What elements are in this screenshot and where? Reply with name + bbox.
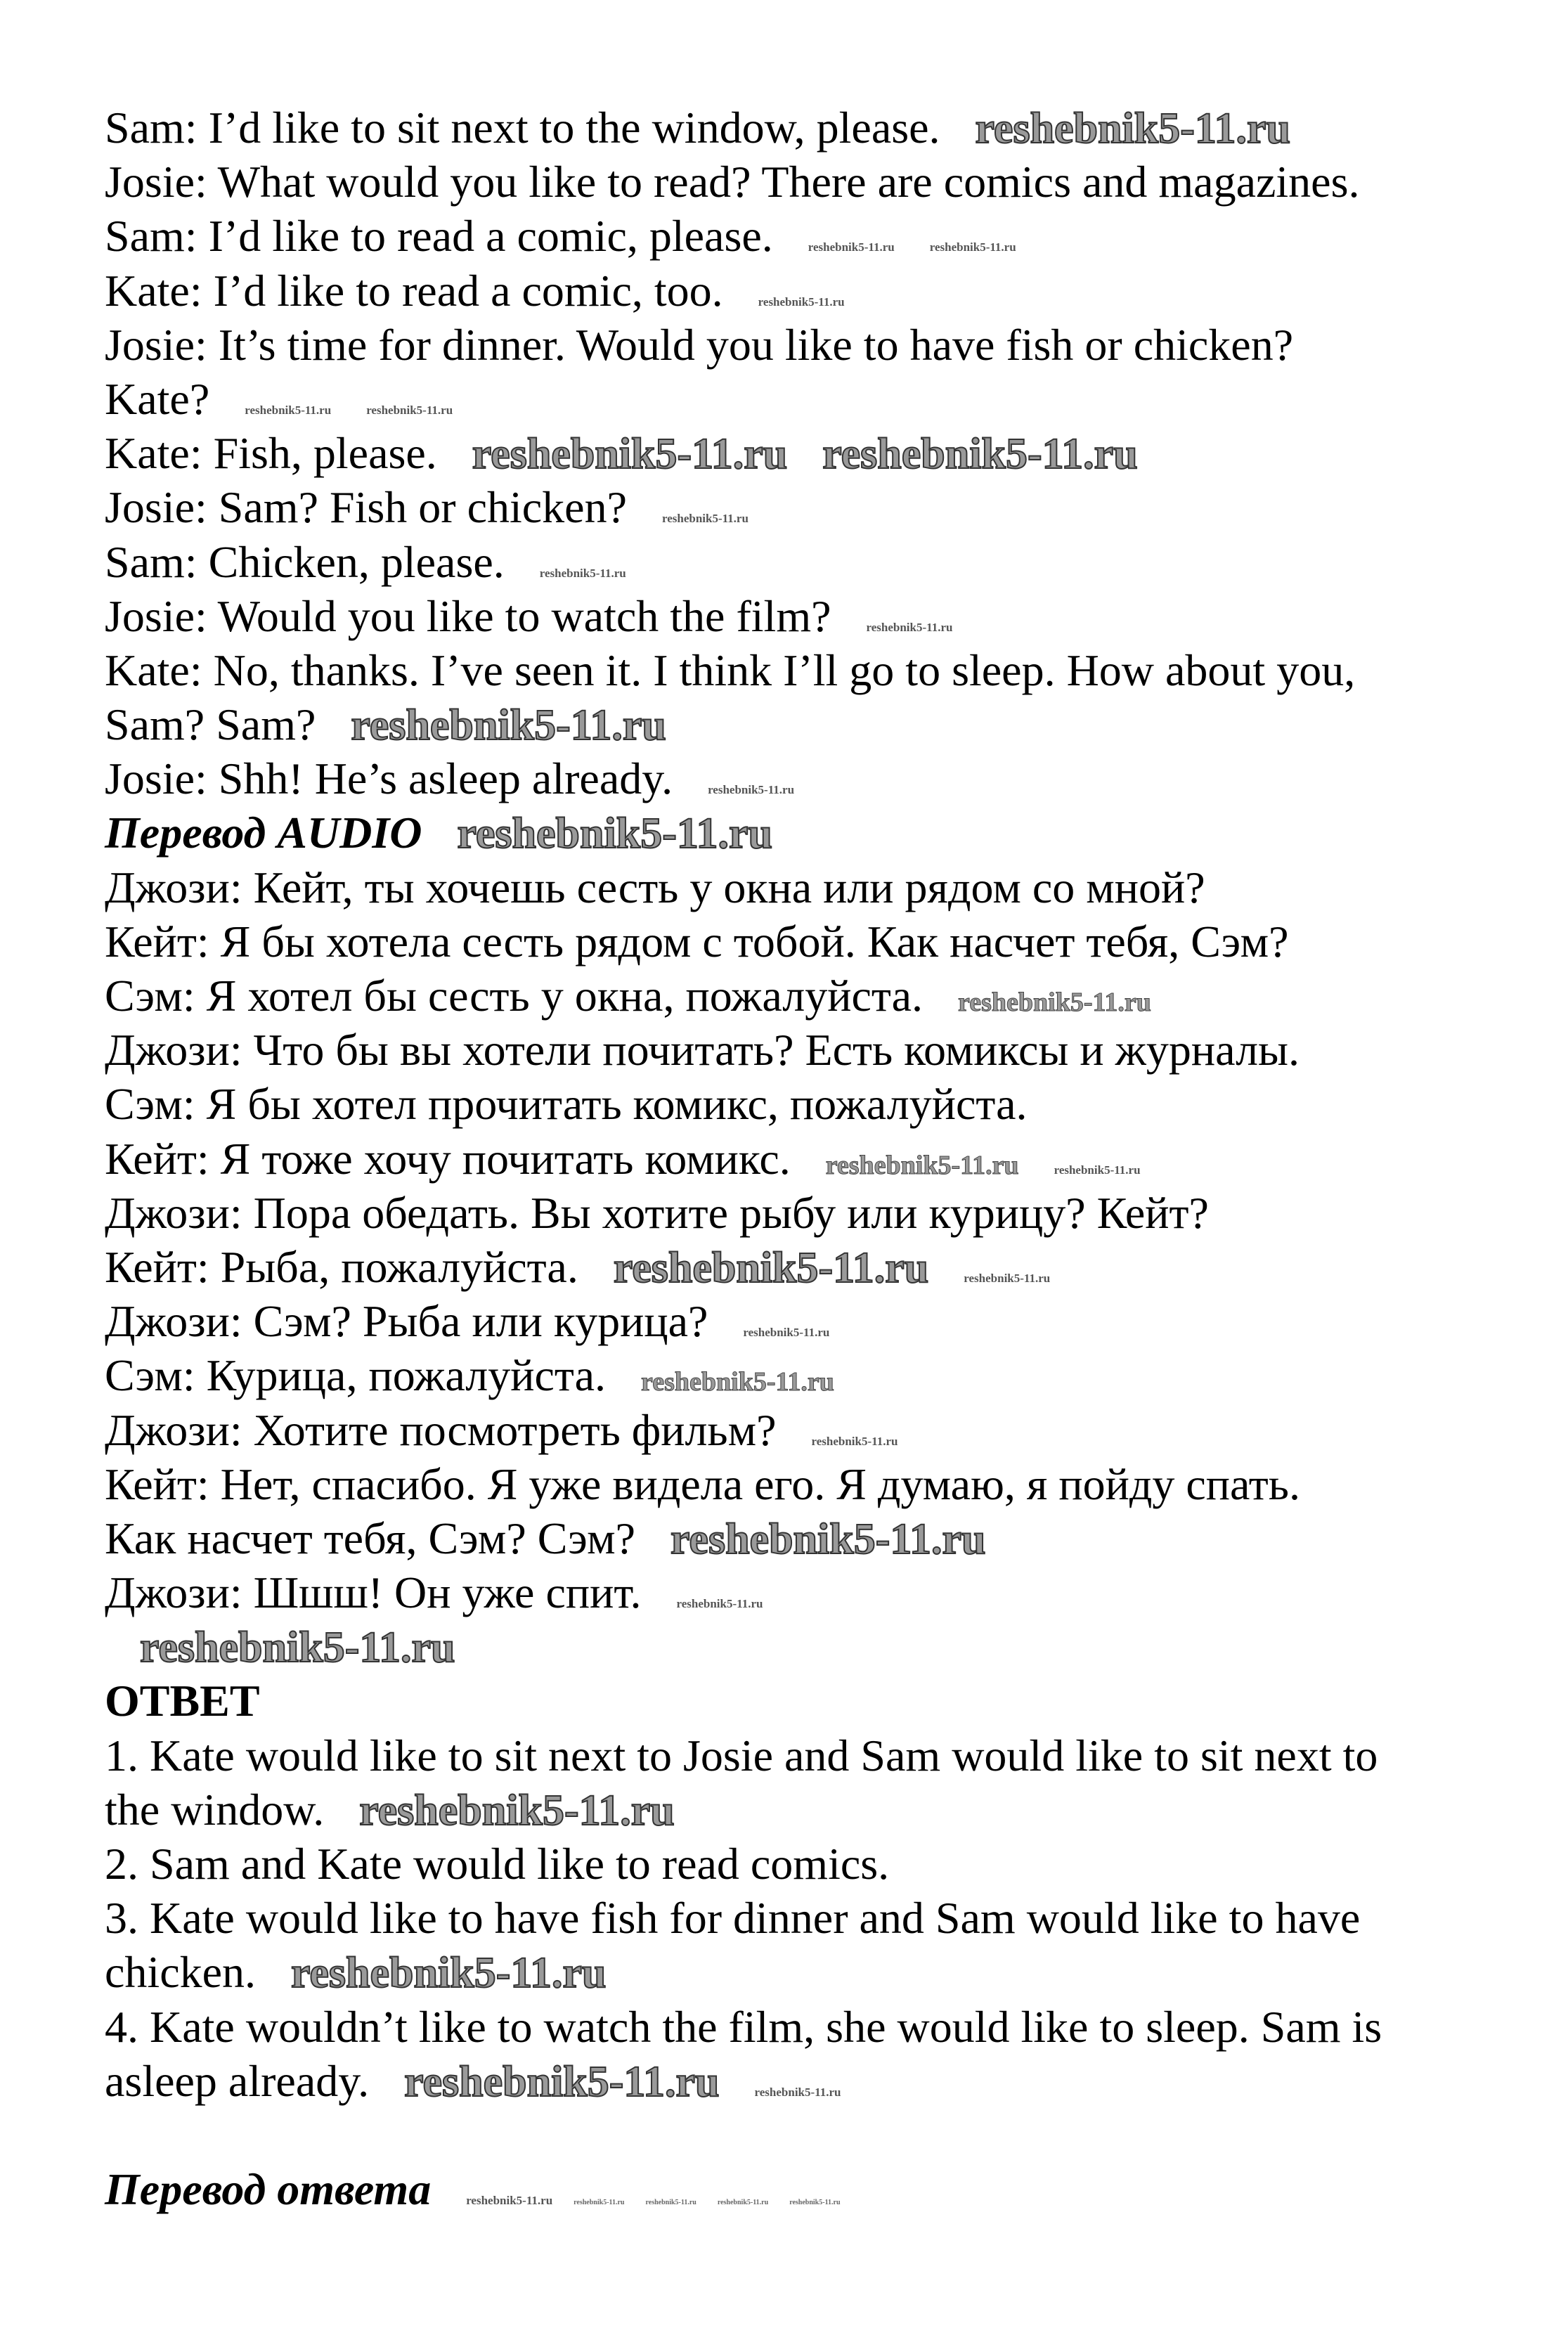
line-text: Перевод AUDIO bbox=[105, 808, 422, 858]
document-body bbox=[105, 101, 1553, 2216]
text-line bbox=[105, 318, 1553, 372]
watermark: reshebnik5-11.ru bbox=[789, 2199, 841, 2207]
text-line bbox=[105, 1783, 1553, 1837]
line-text: the window. bbox=[105, 1784, 325, 1835]
watermark: reshebnik5-11.ru bbox=[404, 2057, 720, 2106]
watermark: reshebnik5-11.ru bbox=[758, 295, 845, 309]
watermark: reshebnik5-11.ru bbox=[641, 1367, 834, 1397]
line-text: 3. Kate would like to have fish for dinner and Sam would like to have bbox=[105, 1893, 1361, 1944]
line-text: Sam: Chicken, please. bbox=[105, 536, 505, 587]
section-heading bbox=[105, 806, 1553, 860]
line-text: Джози: Кейт, ты хочешь сесть у окна или рядом со мной? bbox=[105, 862, 1205, 912]
text-line bbox=[105, 589, 1553, 643]
line-text: Кейт: Рыба, пожалуйста. bbox=[105, 1241, 578, 1292]
text-line bbox=[105, 209, 1553, 263]
watermark: reshebnik5-11.ru bbox=[958, 988, 1151, 1017]
watermark: reshebnik5-11.ru bbox=[676, 1597, 763, 1611]
line-text: Перевод ответа bbox=[105, 2164, 432, 2215]
line-text: 1. Kate would like to sit next to Josie and Sam would like to sit next to bbox=[105, 1730, 1378, 1780]
line-text: Josie: Shh! He’s asleep already. bbox=[105, 754, 673, 804]
line-text: Сэм: Я хотел бы сесть у окна, пожалуйста. bbox=[105, 971, 924, 1021]
watermark: reshebnik5-11.ru bbox=[929, 240, 1016, 254]
text-line bbox=[105, 1457, 1553, 1511]
text-line bbox=[105, 1511, 1553, 1565]
watermark: reshebnik5-11.ru bbox=[708, 783, 795, 797]
text-line bbox=[105, 697, 1553, 751]
watermark: reshebnik5-11.ru bbox=[670, 1515, 986, 1563]
text-line bbox=[105, 914, 1553, 969]
line-text: Sam: I’d like to read a comic, please. bbox=[105, 211, 773, 261]
text-line bbox=[105, 1891, 1553, 1945]
line-text: Kate? bbox=[105, 373, 210, 424]
line-text: Кейт: Я бы хотела сесть рядом с тобой. Как насчет тебя, Сэм? bbox=[105, 916, 1289, 966]
text-line bbox=[105, 1565, 1553, 1619]
line-text: Josie: What would you like to read? There are comics and magazines. bbox=[105, 157, 1360, 207]
watermark: reshebnik5-11.ru bbox=[825, 1150, 1019, 1180]
text-line bbox=[105, 969, 1553, 1023]
text-line bbox=[105, 535, 1553, 589]
watermark: reshebnik5-11.ru bbox=[717, 2199, 769, 2207]
line-text: 2. Sam and Kate would like to read comics. bbox=[105, 1839, 890, 1889]
text-line bbox=[105, 155, 1553, 209]
text-line bbox=[105, 101, 1553, 155]
line-text: Джози: Что бы вы хотели почитать? Есть комиксы и журналы. bbox=[105, 1025, 1300, 1075]
line-text: Джози: Пора обедать. Вы хотите рыбу или курицу? Кейт? bbox=[105, 1187, 1209, 1238]
text-line bbox=[105, 2054, 1553, 2108]
text-line bbox=[105, 751, 1553, 806]
text-line bbox=[105, 1837, 1553, 1891]
text-line bbox=[105, 1348, 1553, 1402]
text-line bbox=[105, 1077, 1553, 1131]
watermark: reshebnik5-11.ru bbox=[754, 2085, 841, 2099]
line-text: Josie: Sam? Fish or chicken? bbox=[105, 482, 627, 533]
text-line bbox=[105, 643, 1553, 697]
watermark: reshebnik5-11.ru bbox=[975, 105, 1290, 153]
watermark: reshebnik5-11.ru bbox=[291, 1949, 607, 1998]
text-line bbox=[105, 1294, 1553, 1348]
text-line bbox=[105, 1728, 1553, 1783]
line-text: asleep already. bbox=[105, 2055, 370, 2106]
watermark: reshebnik5-11.ru bbox=[351, 701, 666, 750]
text-line bbox=[105, 1403, 1553, 1457]
section-heading bbox=[105, 1674, 1553, 1728]
text-line bbox=[105, 1023, 1553, 1077]
watermark: reshebnik5-11.ru bbox=[574, 2199, 625, 2207]
text-line bbox=[105, 2108, 1553, 2162]
text-line bbox=[105, 2000, 1553, 2054]
line-text: Кейт: Я тоже хочу почитать комикс. bbox=[105, 1133, 791, 1184]
watermark: reshebnik5-11.ru bbox=[613, 1243, 929, 1292]
watermark: reshebnik5-11.ru bbox=[466, 2194, 553, 2208]
line-text: Sam: I’d like to sit next to the window, please. bbox=[105, 103, 940, 153]
line-text: Как насчет тебя, Сэм? Сэм? bbox=[105, 1513, 636, 1563]
line-text: Джози: Хотите посмотреть фильм? bbox=[105, 1404, 777, 1455]
line-text: Джози: Сэм? Рыба или курица? bbox=[105, 1296, 708, 1347]
watermark: reshebnik5-11.ru bbox=[457, 810, 772, 858]
watermark: reshebnik5-11.ru bbox=[539, 566, 626, 580]
text-line bbox=[105, 860, 1553, 914]
text-line bbox=[105, 1619, 1553, 1674]
text-line bbox=[105, 480, 1553, 534]
line-text: Сэм: Я бы хотел прочитать комикс, пожалуйста. bbox=[105, 1079, 1028, 1130]
line-text: Sam? Sam? bbox=[105, 699, 316, 750]
text-line bbox=[105, 1186, 1553, 1240]
watermark: reshebnik5-11.ru bbox=[822, 430, 1138, 479]
line-text: ОТВЕТ bbox=[105, 1676, 260, 1726]
line-text: Джози: Шшш! Он уже спит. bbox=[105, 1567, 642, 1618]
line-text: 4. Kate wouldn’t like to watch the film, she would like to sleep. Sam is bbox=[105, 2001, 1382, 2052]
section-heading bbox=[105, 2162, 1553, 2216]
watermark: reshebnik5-11.ru bbox=[366, 403, 453, 417]
text-line bbox=[105, 1132, 1553, 1186]
line-text: Josie: It’s time for dinner. Would you like to have fish or chicken? bbox=[105, 319, 1294, 370]
line-text: Kate: I’d like to read a comic, too. bbox=[105, 265, 723, 316]
line-text: Kate: No, thanks. I’ve seen it. I think I’ll go to sleep. How about you, bbox=[105, 645, 1356, 695]
watermark: reshebnik5-11.ru bbox=[472, 430, 788, 479]
watermark: reshebnik5-11.ru bbox=[866, 620, 953, 634]
text-line bbox=[105, 1945, 1553, 1999]
text-line bbox=[105, 372, 1553, 426]
watermark: reshebnik5-11.ru bbox=[964, 1271, 1051, 1285]
watermark: reshebnik5-11.ru bbox=[1054, 1163, 1141, 1177]
text-line bbox=[105, 426, 1553, 480]
line-text: Josie: Would you like to watch the film? bbox=[105, 590, 831, 641]
watermark: reshebnik5-11.ru bbox=[245, 403, 332, 417]
watermark: reshebnik5-11.ru bbox=[140, 1624, 455, 1672]
watermark: reshebnik5-11.ru bbox=[359, 1786, 675, 1835]
line-text: Kate: Fish, please. bbox=[105, 428, 437, 479]
watermark: reshebnik5-11.ru bbox=[661, 512, 749, 526]
watermark: reshebnik5-11.ru bbox=[645, 2199, 696, 2207]
text-line bbox=[105, 1240, 1553, 1294]
line-text: Сэм: Курица, пожалуйста. bbox=[105, 1350, 607, 1401]
text-line bbox=[105, 264, 1553, 318]
watermark: reshebnik5-11.ru bbox=[743, 1326, 830, 1340]
line-text: Кейт: Нет, спасибо. Я уже видела его. Я думаю, я пойду спать. bbox=[105, 1459, 1300, 1509]
watermark: reshebnik5-11.ru bbox=[811, 1434, 898, 1448]
line-text: chicken. bbox=[105, 1947, 256, 1998]
watermark: reshebnik5-11.ru bbox=[808, 240, 895, 254]
